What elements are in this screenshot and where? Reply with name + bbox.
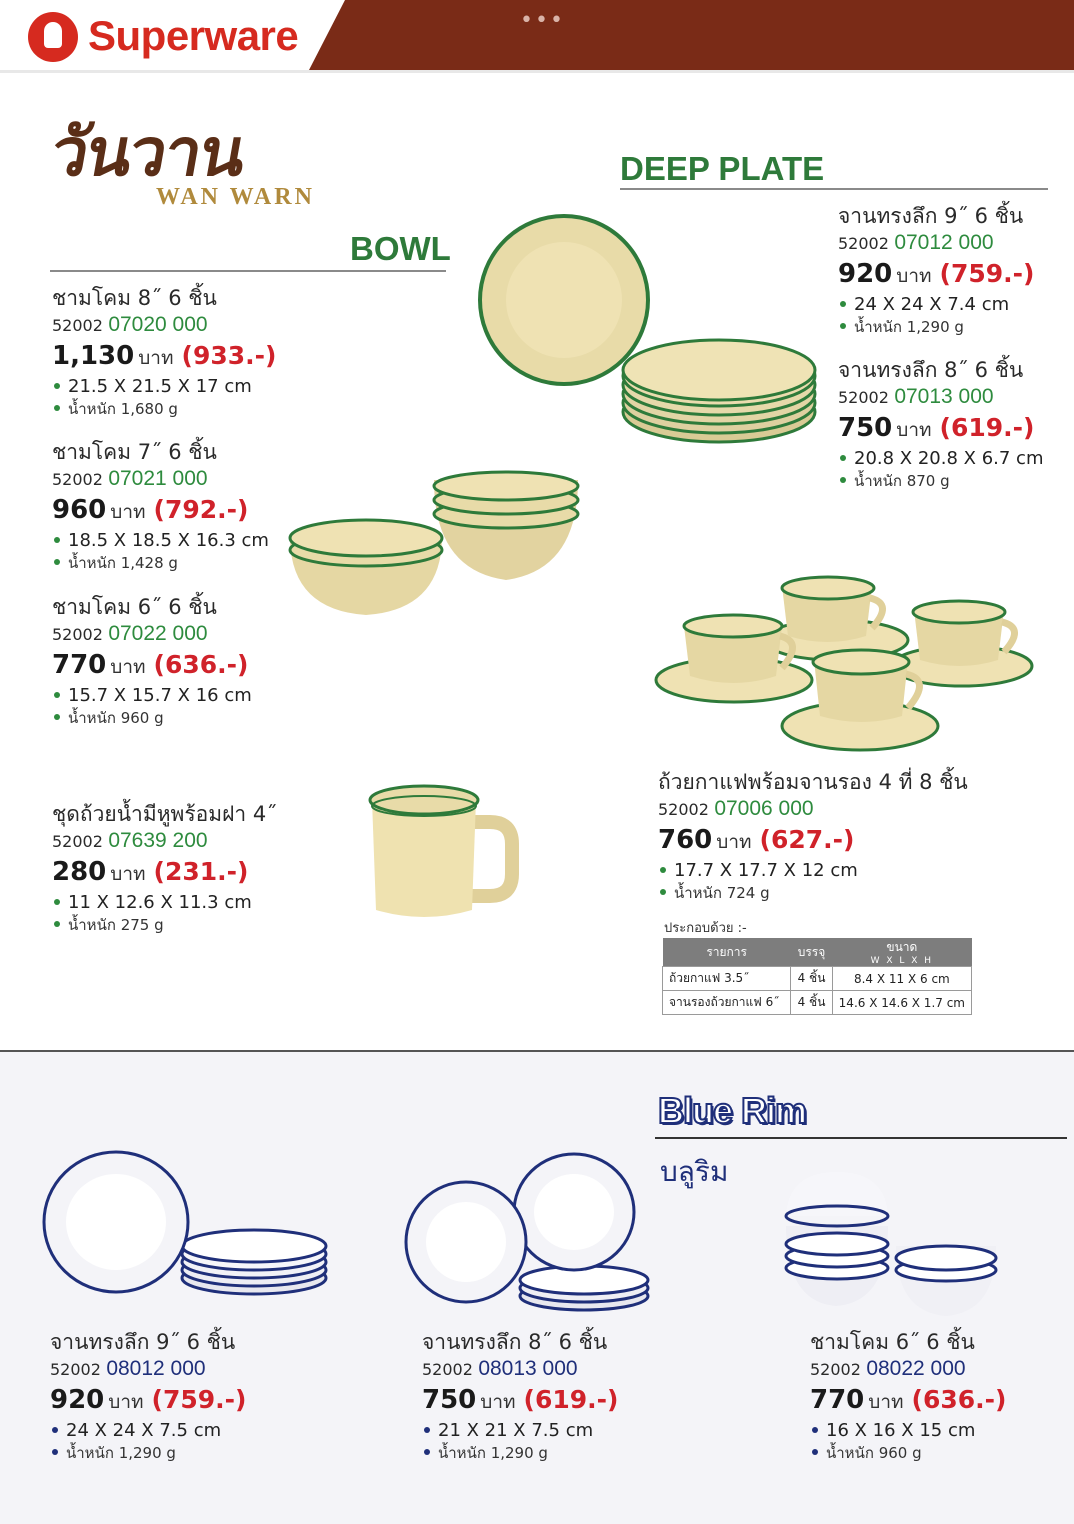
- product-deep-plate-9[interactable]: [838, 202, 1034, 338]
- col-size: ขนาด W X L X H: [832, 938, 971, 967]
- product-dimensions: 16 X 16 X 15 cm: [810, 1420, 1006, 1442]
- product-dimensions: 17.7 X 17.7 X 12 cm: [658, 860, 968, 882]
- product-name: ชามโคม 8˝ 6 ชิ้น: [52, 286, 217, 310]
- deep-plate-section-rule: [620, 188, 1048, 190]
- product-price: 770 บาท (636.-): [52, 650, 249, 680]
- product-name: จานทรงลึก 8˝ 6 ชิ้น: [838, 358, 1024, 382]
- blue-rim-thai-title: บลูริม: [660, 1155, 729, 1188]
- product-code: 52002 07006 000: [658, 797, 814, 820]
- sale-price: (933.-): [181, 341, 277, 370]
- components-caption: ประกอบด้วย :-: [664, 921, 747, 936]
- sale-price: (231.-): [153, 857, 249, 886]
- product-code: 52002 08022 000: [810, 1357, 966, 1380]
- product-dimensions: 20.8 X 20.8 X 6.7 cm: [838, 448, 1043, 470]
- bowl-section-rule: [50, 270, 446, 272]
- product-blue-plate-8[interactable]: [422, 1328, 618, 1464]
- product-code: 52002 07013 000: [838, 385, 994, 408]
- product-coffee-set[interactable]: [658, 768, 968, 904]
- sale-price: (636.-): [153, 650, 249, 679]
- blue-rim-title: Blue Rim: [658, 1090, 807, 1131]
- product-name: จานทรงลึก 9˝ 6 ชิ้น: [838, 204, 1024, 228]
- product-code: 52002 07020 000: [52, 313, 208, 336]
- product-price: 1,130 บาท (933.-): [52, 341, 277, 371]
- bowl-section-title: BOWL: [350, 230, 451, 267]
- product-weight: น้ำหนัก 1,290 g: [838, 316, 1034, 338]
- product-bowl-8[interactable]: [52, 284, 276, 420]
- product-blue-plate-9[interactable]: [50, 1328, 246, 1464]
- sale-price: (759.-): [939, 259, 1035, 288]
- product-name: ชามโคม 6˝ 6 ชิ้น: [52, 595, 217, 619]
- product-dimensions: 21.5 X 21.5 X 17 cm: [52, 376, 276, 398]
- product-code: 52002 08012 000: [50, 1357, 206, 1380]
- product-price: 920 บาท (759.-): [50, 1385, 247, 1415]
- product-code: 52002 08013 000: [422, 1357, 578, 1380]
- product-name: ถ้วยกาแฟพร้อมจานรอง 4 ที่ 8 ชิ้น: [658, 770, 968, 794]
- product-code: 52002 07021 000: [52, 467, 208, 490]
- deep-plate-image: [474, 210, 824, 450]
- header-bar: [0, 0, 1074, 72]
- sale-price: (619.-): [939, 413, 1035, 442]
- deep-plate-section-title: DEEP PLATE: [620, 150, 825, 187]
- bowl-image: [288, 460, 588, 620]
- product-dimensions: 18.5 X 18.5 X 16.3 cm: [52, 530, 269, 552]
- product-code: 52002 07012 000: [838, 231, 994, 254]
- product-name: จานทรงลึก 8˝ 6 ชิ้น: [422, 1330, 608, 1354]
- product-dimensions: 15.7 X 15.7 X 16 cm: [52, 685, 252, 707]
- product-code: 52002 07639 200: [52, 829, 208, 852]
- mug-image: [366, 782, 516, 927]
- product-name: ชามโคม 6˝ 6 ชิ้น: [810, 1330, 975, 1354]
- product-weight: น้ำหนัก 870 g: [838, 470, 1043, 492]
- product-price: 750 บาท (619.-): [422, 1385, 619, 1415]
- product-deep-plate-8[interactable]: [838, 356, 1043, 492]
- product-price: 750 บาท (619.-): [838, 413, 1035, 443]
- header-underline: [0, 70, 1074, 73]
- product-weight: น้ำหนัก 1,290 g: [50, 1442, 246, 1464]
- components-table: [662, 938, 972, 1015]
- product-mug[interactable]: [52, 800, 277, 936]
- coffee-set-image: [652, 578, 1044, 758]
- product-name: ชามโคม 7˝ 6 ชิ้น: [52, 440, 217, 464]
- product-bowl-6[interactable]: [52, 593, 252, 729]
- product-weight: น้ำหนัก 275 g: [52, 914, 277, 936]
- product-bowl-7[interactable]: [52, 438, 269, 574]
- blue-plate-8-image: [404, 1150, 654, 1320]
- product-price: 280 บาท (231.-): [52, 857, 249, 887]
- product-price: 760 บาท (627.-): [658, 825, 855, 855]
- brand-english-name: WAN WARN: [156, 184, 315, 210]
- product-price: 920 บาท (759.-): [838, 259, 1035, 289]
- product-weight: น้ำหนัก 960 g: [810, 1442, 1006, 1464]
- blue-plate-9-image: [42, 1150, 332, 1300]
- blue-bowl-6-image: [784, 1176, 1004, 1326]
- product-weight: น้ำหนัก 1,290 g: [422, 1442, 618, 1464]
- sale-price: (759.-): [151, 1385, 247, 1414]
- col-qty: บรรจุ: [791, 938, 832, 967]
- product-dimensions: 24 X 24 X 7.5 cm: [50, 1420, 246, 1442]
- product-dimensions: 24 X 24 X 7.4 cm: [838, 294, 1034, 316]
- product-weight: น้ำหนัก 1,680 g: [52, 398, 276, 420]
- product-price: 770 บาท (636.-): [810, 1385, 1007, 1415]
- sale-price: (627.-): [759, 825, 855, 854]
- table-row: ถ้วยกาแฟ 3.5˝ 4 ชิ้น 8.4 X 11 X 6 cm: [663, 967, 972, 991]
- product-blue-bowl-6[interactable]: [810, 1328, 1006, 1464]
- sale-price: (636.-): [911, 1385, 1007, 1414]
- product-name: จานทรงลึก 9˝ 6 ชิ้น: [50, 1330, 236, 1354]
- product-dimensions: 11 X 12.6 X 11.3 cm: [52, 892, 277, 914]
- blue-rim-rule: [655, 1137, 1067, 1139]
- sale-price: (792.-): [153, 495, 249, 524]
- product-code: 52002 07022 000: [52, 622, 208, 645]
- product-weight: น้ำหนัก 960 g: [52, 707, 252, 729]
- superware-logo-icon: [28, 12, 78, 62]
- product-name: ชุดถ้วยน้ำมีหูพร้อมฝา 4˝: [52, 802, 277, 826]
- table-row: จานรองถ้วยกาแฟ 6˝ 4 ชิ้น 14.6 X 14.6 X 1.7 cm: [663, 991, 972, 1015]
- more-dots-icon[interactable]: •••: [520, 8, 565, 33]
- product-price: 960 บาท (792.-): [52, 495, 249, 525]
- brand-thai-logo: วันวาน: [45, 113, 251, 191]
- product-weight: น้ำหนัก 1,428 g: [52, 552, 269, 574]
- header-band: [345, 0, 1074, 70]
- product-dimensions: 21 X 21 X 7.5 cm: [422, 1420, 618, 1442]
- sale-price: (619.-): [523, 1385, 619, 1414]
- product-weight: น้ำหนัก 724 g: [658, 882, 968, 904]
- logo-text: Superware: [88, 12, 299, 59]
- col-item: รายการ: [663, 938, 791, 967]
